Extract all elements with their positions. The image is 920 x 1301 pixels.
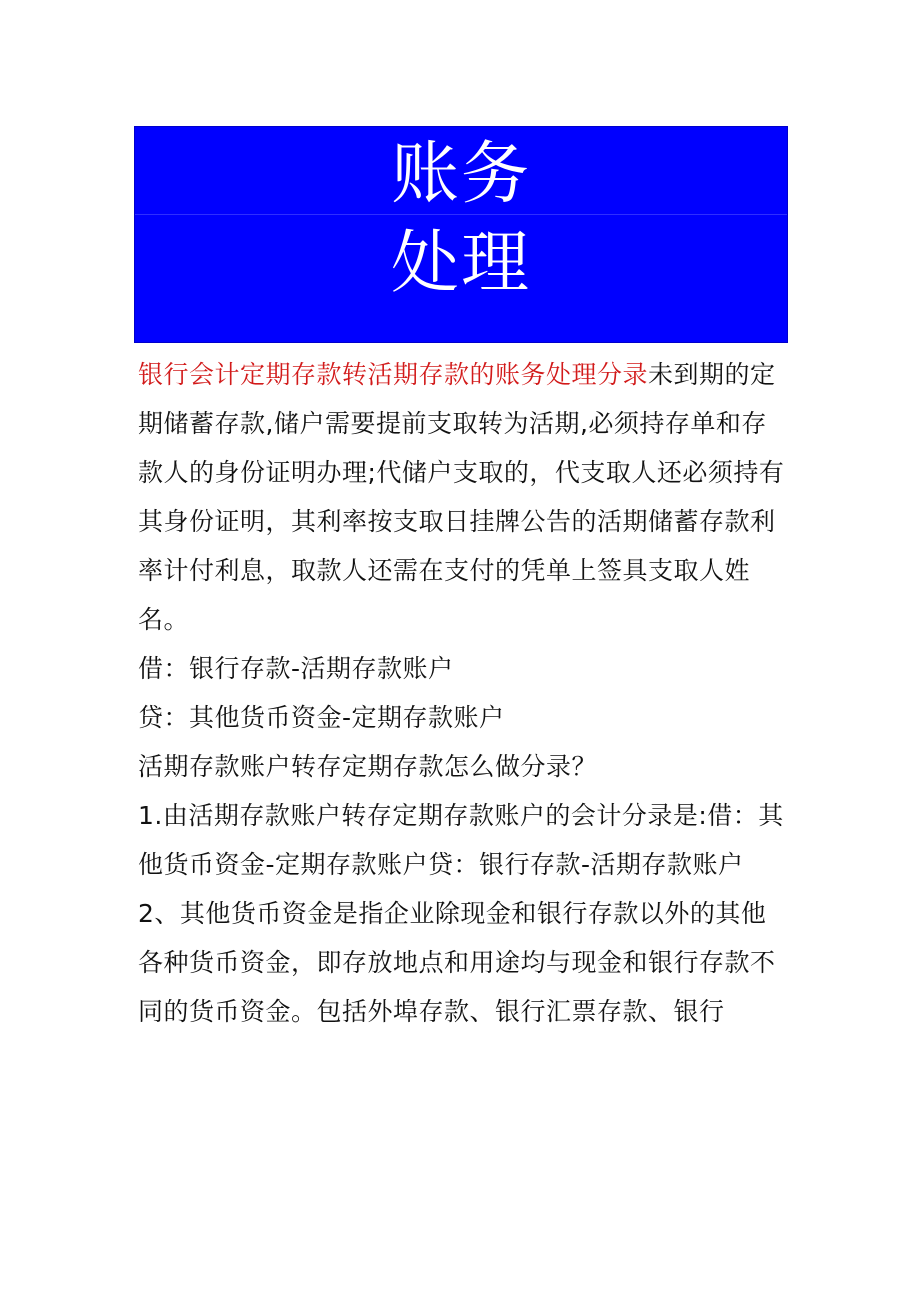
intro-highlight: 银行会计定期存款转活期存款的账务处理分录 <box>138 360 649 389</box>
point-two: 2、其他货币资金是指企业除现金和银行存款以外的其他各种货币资金，即存放地点和用途均与现金和银行存款不同的货币资金。包括外埠存款、银行汇票存款、银行 <box>138 899 776 1026</box>
credit-entry: 贷：其他货币资金-定期存款账户 <box>138 703 505 732</box>
intro-paragraph <box>138 350 788 644</box>
question-line: 活期存款账户转存定期存款怎么做分录？ <box>138 752 598 781</box>
banner-title-line-1: 账务 <box>390 135 531 214</box>
banner-divider <box>135 214 787 215</box>
article-body <box>138 350 788 1036</box>
debit-entry: 借：银行存款-活期存款账户 <box>138 654 454 683</box>
point-one: 1.由活期存款账户转存定期存款账户的会计分录是:借：其他货币资金-定期存款账户贷：银行存款-活期存款账户 <box>138 801 784 879</box>
banner-title-line-2: 处理 <box>390 224 531 303</box>
intro-text: 未到期的定期储蓄存款,储户需要提前支取转为活期,必须持存单和存款人的身份证明办理;代储户支取的，代支取人还必须持有其身份证明，其利率按支取日挂牌公告的活期储蓄存款利率计付利息，取款人还需在支付的凭单上签具支取人姓名。 <box>138 360 785 634</box>
title-banner <box>134 126 788 343</box>
